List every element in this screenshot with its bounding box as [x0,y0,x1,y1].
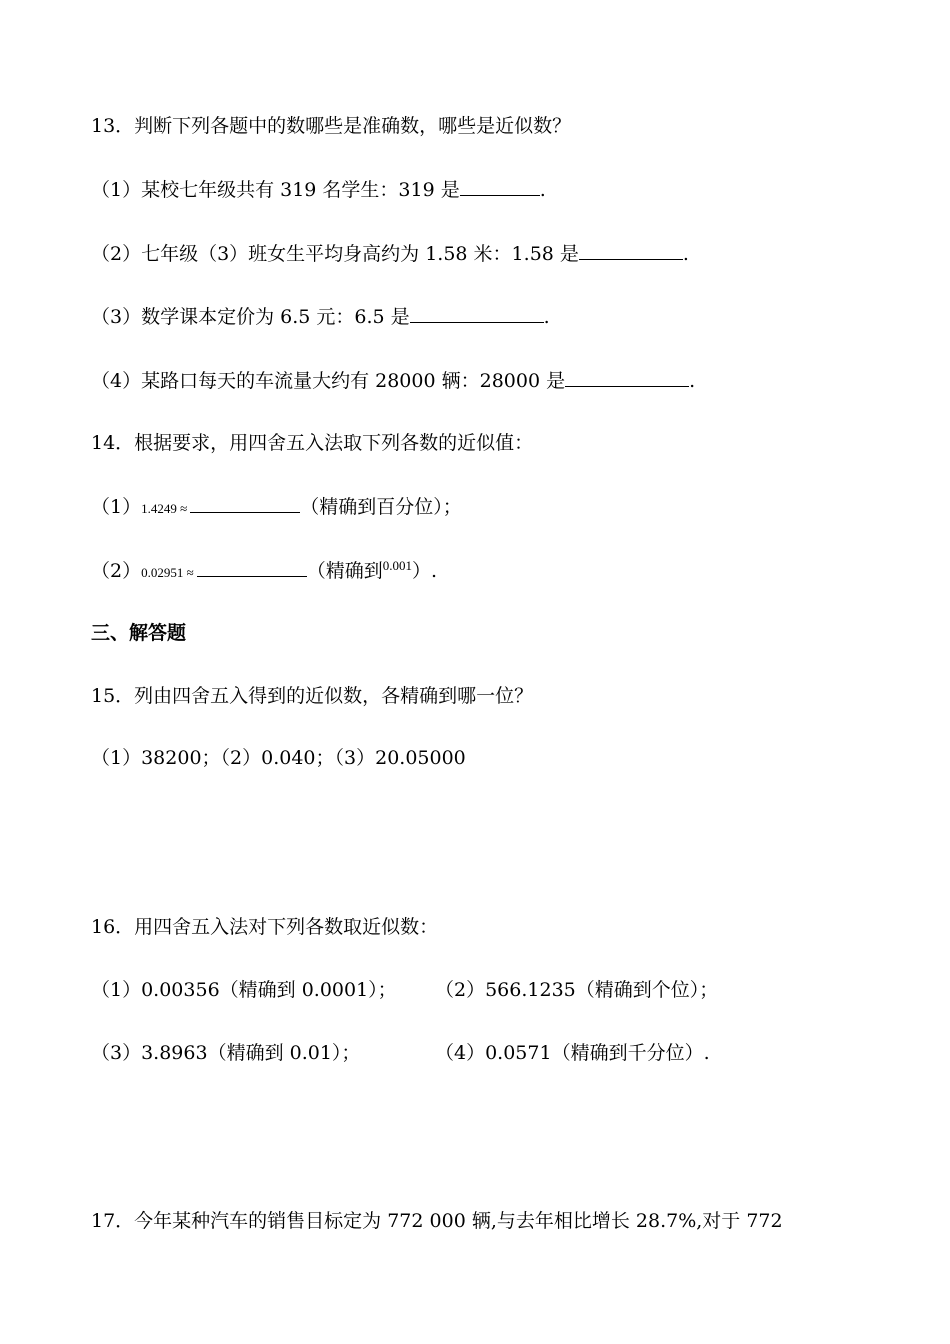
q14-item-2-prefix: （2） [91,560,142,582]
q14-item-1-expr: 1.4249 ≈ [141,501,188,516]
answer-blank [190,494,300,513]
q13-item-2-end: . [682,243,689,265]
q14-title: 14．根据要求，用四舍五入法取下列各数的近似值： [91,432,534,454]
q14-item-1-suffix: （精确到百分位）； [300,496,462,518]
q14-item-2-expr: 0.02951 ≈ [141,565,194,580]
q13-item-3-end: . [543,306,550,328]
q15-title: 15．列由四舍五入得到的近似数，各精确到哪一位？ [91,685,534,707]
q14-item-2 [91,558,437,585]
q13-item-4-end: . [689,370,696,392]
q16-item-2: （2）566.1235（精确到个位）； [435,979,719,1001]
answer-blank [197,558,307,577]
q13-item-1 [91,177,546,202]
q14-item-1 [91,494,462,521]
q13-item-1-text: （1）某校七年级共有 319 名学生：319 是 [91,179,460,201]
q17-title: 17．今年某种汽车的销售目标定为 772 000 辆,与去年相比增长 28.7%,对于 772 [91,1210,783,1232]
q13-item-3 [91,304,550,329]
q13-item-4 [91,368,695,393]
q16-item-4: （4）0.0571（精确到千分位）. [435,1042,710,1064]
q14-item-1-prefix: （1） [91,496,142,518]
q16-item-1: （1）0.00356（精确到 0.0001）； [91,979,397,1001]
q14-item-2-sup: 0.001 [382,558,412,573]
q14-item-2-suffix: ）. [412,560,438,582]
q13-item-4-text: （4）某路口每天的车流量大约有 28000 辆：28000 是 [91,370,566,392]
q15-items: （1）38200；（2）0.040；（3）20.05000 [91,747,466,769]
q13-item-3-text: （3）数学课本定价为 6.5 元：6.5 是 [91,306,410,328]
q13-title: 13．判断下列各题中的数哪些是准确数，哪些是近似数？ [91,115,572,137]
q13-item-2-text: （2）七年级（3）班女生平均身高约为 1.58 米：1.58 是 [91,243,579,265]
answer-blank [579,241,683,260]
q14-item-2-mid: （精确到 [306,560,383,582]
answer-blank [410,304,544,323]
q13-item-2 [91,241,689,266]
q13-item-1-end: . [539,179,546,201]
section-heading: 三、解答题 [91,622,187,644]
q16-item-3: （3）3.8963（精确到 0.01）； [91,1042,361,1064]
answer-blank [565,368,689,387]
answer-blank [460,177,540,196]
q16-title: 16．用四舍五入法对下列各数取近似数： [91,916,439,938]
